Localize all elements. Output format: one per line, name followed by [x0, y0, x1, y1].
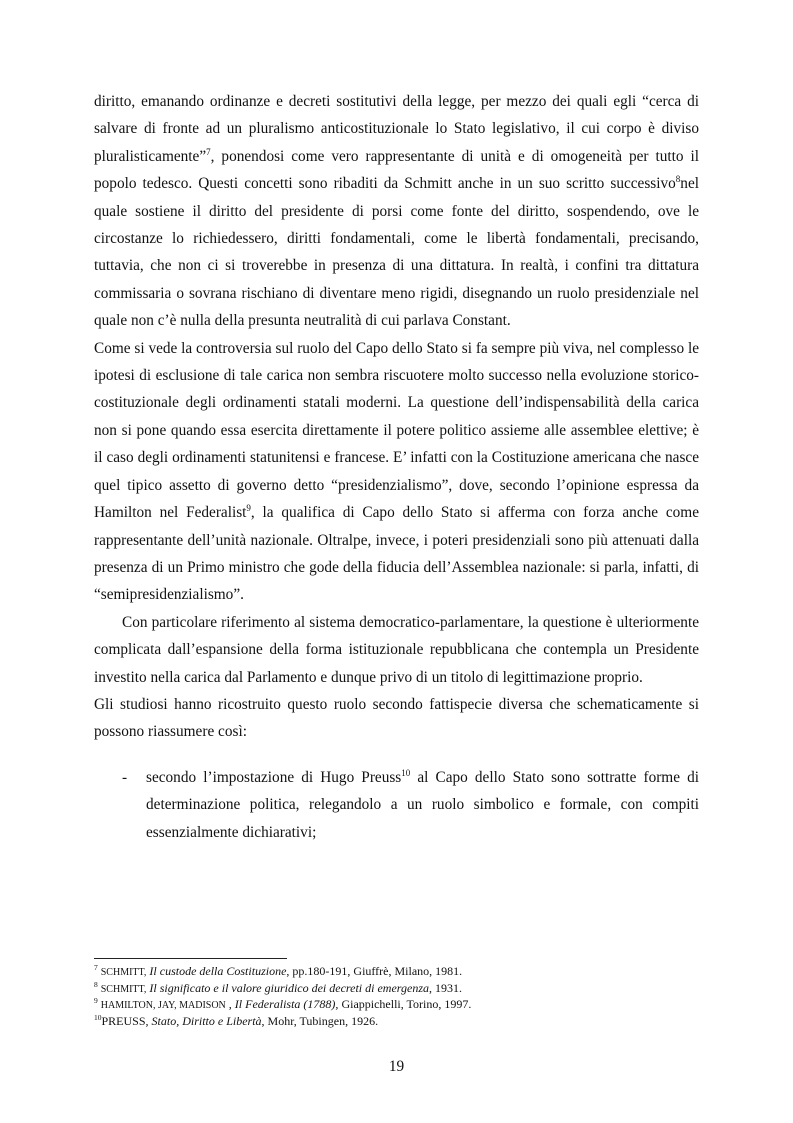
footnote-number: 9 [94, 996, 98, 1005]
footnote-author: PREUSS [101, 1013, 146, 1028]
paragraph-4: Gli studiosi hanno ricostruito questo ruolo secondo fattispecie diversa che schematicamente si possono riassumere così: [94, 695, 699, 741]
footnote-separator [94, 958, 287, 959]
footnote-details: , pp.180-191, Giuffrè, Milano, 1981. [286, 964, 463, 978]
footnote-number: 8 [94, 979, 98, 989]
footnote-number: 7 [94, 963, 98, 972]
footnote-details: , Mohr, Tubingen, 1926. [261, 1013, 379, 1028]
spacer [94, 746, 699, 764]
footnote-9 [94, 997, 699, 1014]
footnote-ref-10[interactable]: 10 [401, 767, 411, 778]
footnote-ref-8[interactable]: 8 [675, 174, 681, 185]
bullet-dash: - [122, 768, 128, 786]
footnote-title: , Stato, Diritto e Libertà [145, 1013, 262, 1028]
paragraph-1-text-c: nel quale sostiene il diritto del presidente di porsi come fonte del diritto, sospendendo, ove le circostanze lo richiedessero, diritti fondamentali, come le libertà fondamentali, precisando, tuttavia, che non ci si troverebbe in presenza di una dittatura. In realtà, i confini tra dittatura commissaria o sovrana rischiano di diventare meno rigidi, disegnando un ruolo presidenziale nel quale non c’è nulla della presunta neutralità di cui parlava Constant. [94, 175, 699, 330]
footnote-author: SCHMITT, [100, 967, 147, 978]
paragraph-1-text-b: , ponendosi come vero rappresentante di unità e di omogeneità per tutto il popolo tedesco. Questi concetti sono ribaditi da Schmitt anche in un suo scritto successivo [94, 147, 699, 193]
list-item-text-b: al Capo dello Stato sono sottratte forme di determinazione politica, relegandolo a un ruolo simbolico e formale, con compiti essenzialmente dichiarativi; [146, 768, 699, 841]
paragraph-1 [94, 88, 699, 335]
list-item-text-a: secondo l’impostazione di Hugo Preuss [146, 768, 402, 786]
paragraph-1-text-a: diritto, emanando ordinanze e decreti sostitutivi della legge, per mezzo dei quali egli “cerca di salvare di fronte ad un pluralismo anticostituzionale lo Stato legislativo, il cui corpo è diviso pluralisticamente” [94, 93, 699, 165]
footnote-8 [94, 981, 699, 998]
paragraph-2-text-a: Come si vede la controversia sul ruolo del Capo dello Stato si fa sempre più viva, nel complesso le ipotesi di esclusione di tale carica non sembra riscuotere molto successo nella evoluzione storico-costituzionale degli ordinamenti statali moderni. La questione dell’indispensabilità della carica non si pone quando essa esercita direttamente il potere politico assieme alle assemblee elettive; è il caso degli ordinamenti statunitensi e francese. E’ infatti con la Costituzione americana che nasce quel tipico assetto di governo detto “presidenzialismo”, dove, secondo l’opinione espressa da Hamilton nel Federalist [94, 339, 699, 522]
list-item [94, 764, 699, 846]
footnote-author: HAMILTON, JAY, MADISON [100, 1000, 226, 1011]
paragraph-3: Con particolare riferimento al sistema democratico-parlamentare, la questione è ulteriormente complicata dall’espansione della forma istituzionale repubblicana che contempla un Presidente investito nella carica dal Parlamento e dunque privo di un titolo di legittimazione proprio. [94, 613, 699, 686]
footnote-7 [94, 964, 699, 981]
footnote-title: Il custode della Costituzione [146, 964, 287, 978]
page-body [94, 88, 699, 846]
footnote-title: , Il Federalista (1788), [225, 997, 339, 1011]
footnote-10 [94, 1014, 699, 1029]
footnote-title: Il significato e il valore giuridico dei decreti di emergenza [146, 980, 430, 995]
footnote-ref-7[interactable]: 7 [206, 146, 211, 157]
footnote-details: Giappichelli, Torino, 1997. [338, 997, 472, 1011]
list-item-text [146, 764, 699, 846]
footnote-ref-9[interactable]: 9 [246, 503, 251, 513]
page-number: 19 [388, 1058, 405, 1075]
footnote-details: , 1931. [429, 980, 463, 995]
footnote-author: SCHMITT, [100, 983, 147, 995]
footnote-number: 10 [94, 1012, 102, 1022]
paragraph-2 [94, 335, 699, 609]
footnotes [94, 964, 699, 1028]
paragraph-2-text-b: , la qualifica di Capo dello Stato si afferma con forza anche come rappresentante dell’unità nazionale. Oltralpe, invece, i poteri presidenziali sono più attenuati dalla presenza di un Primo ministro che gode della fiducia dell’Assemblea nazionale: si parla, infatti, di “semipresidenzialismo”. [94, 504, 699, 604]
